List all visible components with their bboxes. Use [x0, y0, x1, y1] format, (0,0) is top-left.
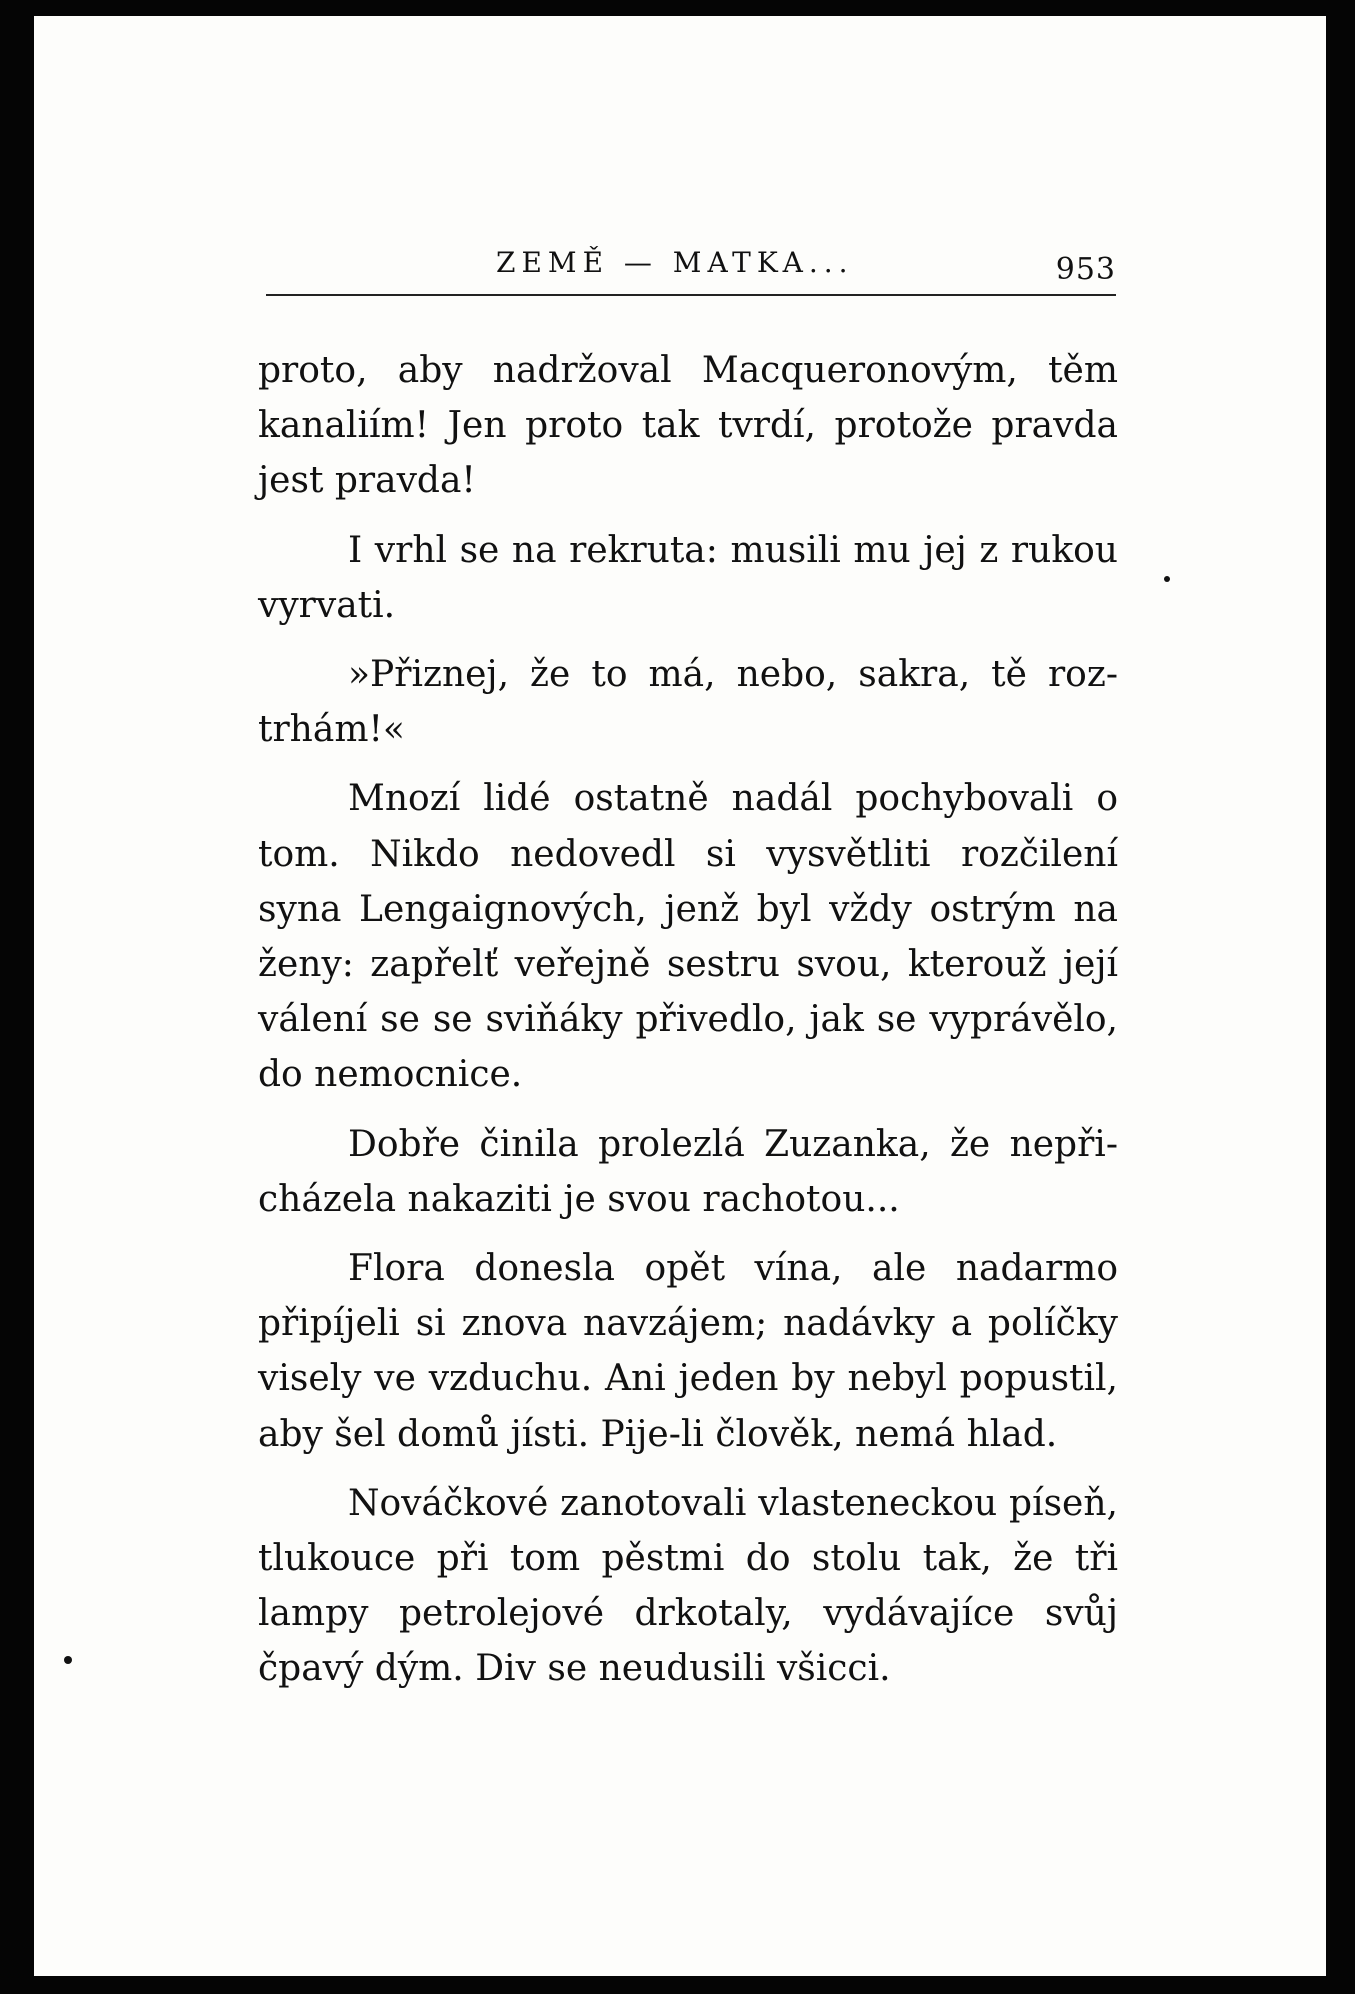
paragraph: proto, aby nadržoval Macqueronovým, těm kanaliím! Jen proto tak tvrdí, protože pravda jest pravda!: [258, 350, 1118, 502]
paragraph: Nováčkové zanotovali vlasteneckou píseň, tlukouce při tom pěstmi do stolu tak, že tři lampy petrolejové drkotaly, vydávajíce svůj čpavý dým. Div se neudusili všicci.: [258, 1482, 1118, 1690]
paragraph: Dobře činila prolezlá Zuzanka, že nepřicházela nakaziti je svou rachotou...: [258, 1123, 1118, 1220]
page-number: 953: [1055, 252, 1116, 287]
running-header: [266, 240, 1116, 296]
paragraph: I vrhl se na rekruta: musili mu jej z rukou vyrvati.: [258, 529, 1118, 626]
paragraph: Flora donesla opět vína, ale nadarmo připíjeli si znova navzájem; nadávky a políčky visely ve vzduchu. Ani jeden by nebyl popustil, aby šel domů jísti. Pije-li člověk, nemá hlad.: [258, 1248, 1118, 1455]
body-text: [258, 343, 1118, 1697]
paragraph: »Přiznej, že to má, nebo, sakra, tě roztrhám!«: [258, 654, 1118, 751]
ink-speck: [64, 1656, 72, 1664]
running-title: ZEMĚ — MATKA...: [496, 246, 854, 279]
ink-speck: [1164, 576, 1170, 582]
paragraph: Mnozí lidé ostatně nadál pochybovali o tom. Nikdo nedovedl si vysvětliti rozčilení syna Lengaignových, jenž byl vždy ostrým na ženy: zapřelť veřejně sestru svou, kterouž její válení se se sviňáky přivedlo, jak se vyprávělo, do nemocnice.: [258, 778, 1118, 1096]
